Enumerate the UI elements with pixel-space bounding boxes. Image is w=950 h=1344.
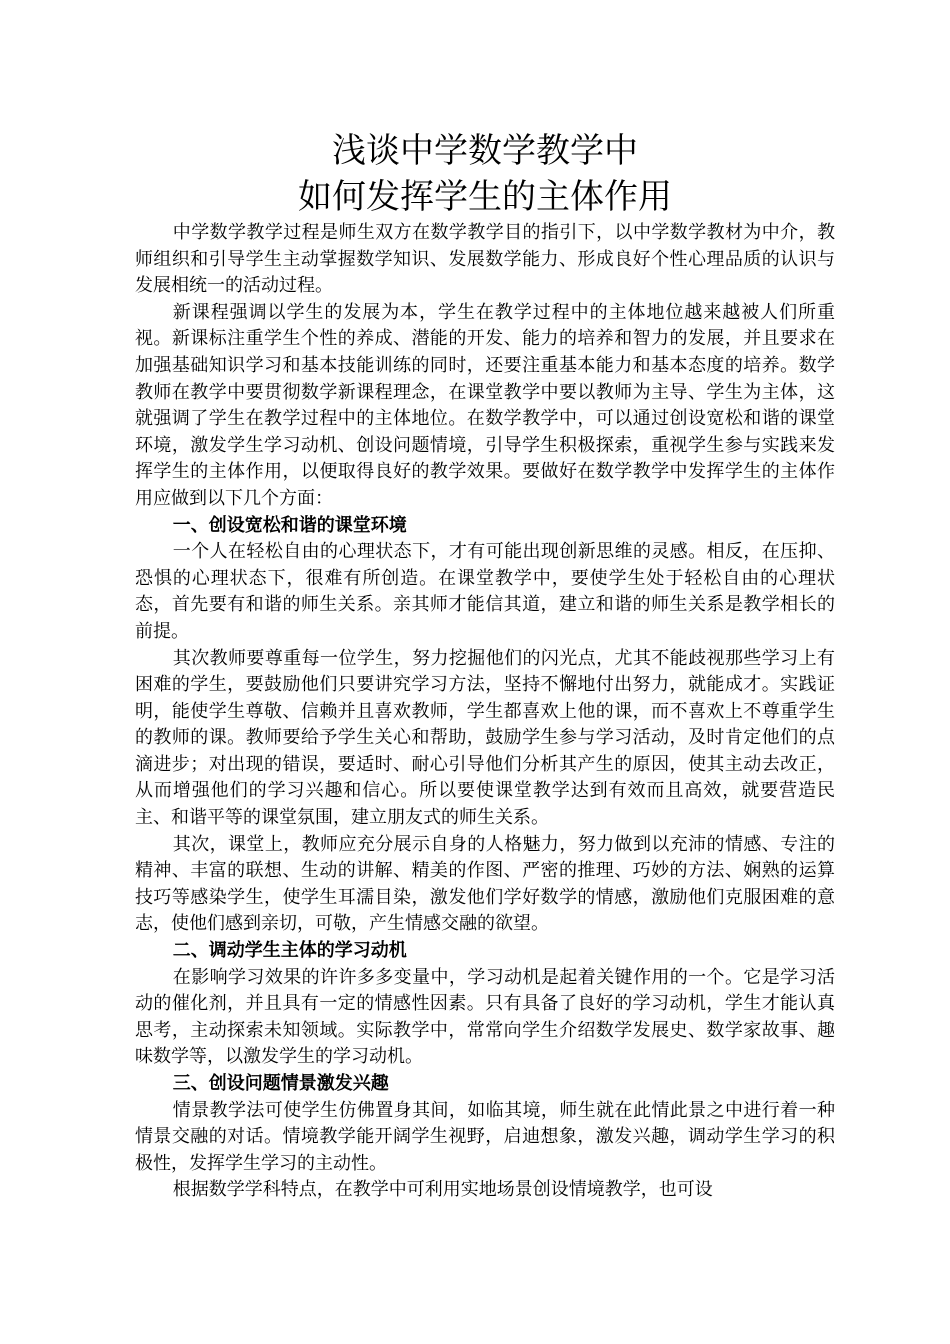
paragraph: 在影响学习效果的许许多多变量中，学习动机是起着关键作用的一个。它是学习活动的催化剂，并且具有一定的情感性因素。只有具备了良好的学习动机，学生才能认真思考，主动探索未知领域。实际教学中，常常向学生介绍数学发展史、数学家故事、趣味数学等，以激发学生的学习动机。 bbox=[135, 966, 835, 1068]
paragraph: 其次教师要尊重每一位学生，努力挖掘他们的闪光点，尤其不能歧视那些学习上有困难的学生，要鼓励他们只要讲究学习方法，坚持不懈地付出努力，就能成才。实践证明，能使学生尊敬、信赖并且喜欢教师，学生都喜欢上他的课，而不喜欢上不尊重学生的教师的课。教师要给予学生关心和帮助，鼓励学生参与学习活动，及时肯定他们的点滴进步；对出现的错误，要适时、耐心引导他们分析其产生的原因，使其主动去改正，从而增强他们的学习兴趣和信心。所以要使课堂教学达到有效而且高效，就要营造民主、和谐平等的课堂氛围，建立朋友式的师生关系。 bbox=[135, 647, 835, 829]
paragraph: 新课程强调以学生的发展为本，学生在教学过程中的主体地位越来越被人们所重视。新课标注重学生个性的养成、潜能的开发、能力的培养和智力的发展，并且要求在加强基础知识学习和基本技能训练的同时，还要注重基本能力和基本态度的培养。数学教师在教学中要贯彻数学新课程理念，在课堂教学中要以教师为主导、学生为主体，这就强调了学生在教学过程中的主体地位。在数学教学中，可以通过创设宽松和谐的课堂环境，激发学生学习动机、创设问题情境，引导学生积极探索，重视学生参与实践来发挥学生的主体作用，以便取得良好的教学效果。要做好在数学教学中发挥学生的主体作用应做到以下几个方面： bbox=[135, 301, 835, 509]
paragraph: 根据数学学科特点，在教学中可利用实地场景创设情境教学，也可设 bbox=[172, 1179, 713, 1201]
section-heading: 二、调动学生主体的学习动机 bbox=[172, 940, 407, 962]
paragraph: 其次，课堂上，教师应充分展示自身的人格魅力，努力做到以充沛的情感、专注的精神、丰富的联想、生动的讲解、精美的作图、严密的推理、巧妙的方法、娴熟的运算技巧等感染学生，使学生耳濡目染，激发他们学好数学的情感，激励他们克服困难的意志，使他们感到亲切，可敬，产生情感交融的欲望。 bbox=[135, 833, 835, 935]
section-heading: 一、创设宽松和谐的课堂环境 bbox=[172, 514, 407, 536]
document-title bbox=[135, 128, 835, 220]
document-body bbox=[135, 220, 835, 1204]
paragraph: 一个人在轻松自由的心理状态下，才有可能出现创新思维的灵感。相反，在压抑、恐惧的心理状态下，很难有所创造。在课堂教学中，要使学生处于轻松自由的心理状态，首先要有和谐的师生关系。亲其师才能信其道，建立和谐的师生关系是教学相长的前提。 bbox=[135, 541, 835, 642]
title-line-1: 浅谈中学数学教学中 bbox=[332, 131, 638, 171]
paragraph: 情景教学法可使学生仿佛置身其间，如临其境，师生就在此情此景之中进行着一种情景交融的对话。情境教学能开阔学生视野，启迪想象，激发兴趣，调动学生学习的积极性，发挥学生学习的主动性。 bbox=[135, 1099, 835, 1174]
section-heading: 三、创设问题情景激发兴趣 bbox=[172, 1073, 389, 1094]
title-line-2: 如何发挥学生的主体作用 bbox=[298, 177, 672, 217]
paragraph: 中学数学教学过程是师生双方在数学教学目的指引下，以中学数学教材为中介，教师组织和引导学生主动掌握数学知识、发展数学能力、形成良好个性心理品质的认识与发展相统一的活动过程。 bbox=[135, 222, 835, 297]
